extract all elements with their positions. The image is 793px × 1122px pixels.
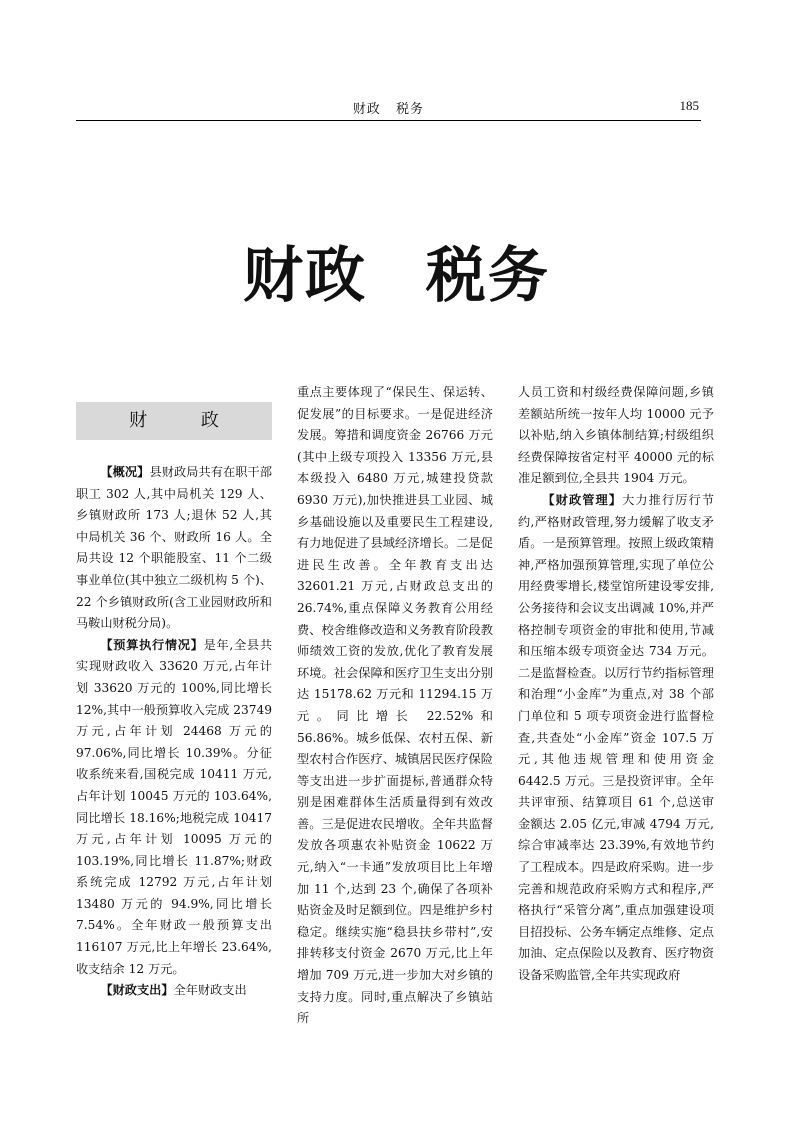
lead-finance-management: 【财政管理】 [542, 492, 623, 507]
paragraph-overview [76, 462, 272, 635]
page-number: 185 [679, 98, 699, 113]
lead-budget-execution: 【预算执行情况】 [100, 637, 204, 652]
paragraph-expenditure-end: 人员工资和村级经费保障问题,乡镇差额站所统一按年人均 10000 元予以补贴,纳入乡镇体制结算;村级组织经费保障按省定村平 40000 元的标准足额到位,全县共 1904 万元。 [518, 385, 714, 486]
paragraph-expenditure-start [76, 980, 272, 1002]
lead-overview: 【概况】 [100, 465, 150, 479]
section-heading-band [76, 402, 272, 440]
paragraph-budget-execution [76, 635, 272, 981]
overview-text: 县财政局共有在职干部职工 302 人,其中局机关 129 人、乡镇财政所 173 人;退休 52 人,其中局机关 36 个、财政所 16 人。全局共设 12 个职能股室、11 个二级事业单位(其中独立二级机构 5 个)、22 个乡镇财政所(含工业园财政所和马鞍山财税分局)。 [76, 465, 273, 631]
finance-management-text: 大力推行厉行节约,严格财政管理,努力缓解了收支矛盾。一是预算管理。按照上级政策精神,严格加强预算管理,实现了单位公用经费零增长,楼堂馆所建设零安排,公务接待和会议支出调减 10%,并严格控制专项资金的审批和使用,节减和压缩本级专项资金达 734 万元。二是监督检查。以厉行节约指标管理和治理“小金库”为重点,对 38 个部门单位和 5 项专项资金进行监督检查,共查处“小金库”资金 107.5 万元,其他违规管理和使用资金 6442.5 万元。三是投资评审。全年共评审预、结算项目 61 个,总送审金额达 2.05 亿元,审减 4794 万元,综合审减率达 23.39%,有效地节约了工程成本。四是政府采购。进一步完善和规范政府采购方式和程序,严格执行“采管分离”,重点加强建设项目招投标、公务车辆定点维修、定点加油、定点保险以及教育、医疗物资设备采购监管,全年共实现政府 [518, 492, 715, 983]
section-title: 财 政 [129, 410, 243, 432]
text-column-2 [297, 382, 493, 1030]
text-column-3 [518, 382, 714, 987]
expenditure-text-start: 全年财政支出 [173, 983, 247, 998]
budget-execution-text: 是年,全县共实现财政收入 33620 万元,占年计划 33620 万元的 100%,同比增长 12%,其中一般预算收入完成 23749 万元,占年计划 24468 万元的 97.06%,同比增长 10.39%。分征收系统来看,国税完成 10411 万元,占年计划 10045 万元的 103.64%,同比增长 18.16%;地税完成 10417 万元,占年计划 10095 万元的 103.19%,同比增长 11.87%;财政系统完成 12792 万元,占年计划 13480 万元的 94.9%,同比增长 7.54%。全年财政一般预算支出 116107 万元,比上年增长 23.64%,收支结余 12 万元。 [76, 637, 273, 976]
running-title: 财政 税务 [352, 102, 425, 117]
text-column-1 [76, 380, 272, 1002]
paragraph-expenditure-continued: 重点主要体现了“保民生、保运转、促发展”的目标要求。一是促进经济发展。筹措和调度资金 26766 万元(其中上级专项投入 13356 万元,县本级投入 6480 万元,城建投贷款 6930 万元),加快推进县工业园、城乡基础设施以及重要民生工程建设,有力地促进了县域经济增长。二是促进民生改善。全年教育支出达 32601.21 万元,占财政总支出的 26.74%,重点保障义务教育公用经费、校舍维修改造和义务教育阶段教师绩效工资的发放,优化了教育发展环境。社会保障和医疗卫生支出分别达 15178.62 万元和 11294.15 万元。同比增长 22.52%和 56.86%。城乡低保、农村五保、新型农村合作医疗、城镇居民医疗保险等支出进一步扩面提标,普通群众特别是困难群体生活质量得到有效改善。三是促进农民增收。全年共监督发放各项惠农补贴资金 10622 万元,纳入“一卡通”发放项目比上年增加 11 个,达到 23 个,确保了各项补贴资金及时足额到位。四是维护乡村稳定。继续实施“稳县扶乡带村”,安排转移支付资金 2670 万元,比上年增加 709 万元,进一步加大对乡镇的支持力度。同时,重点解决了乡镇站所 [297, 385, 493, 1026]
running-header [76, 96, 701, 121]
chapter-title: 财政 税务 [243, 241, 550, 311]
lead-expenditure: 【财政支出】 [100, 983, 174, 998]
paragraph-finance-management [518, 490, 714, 987]
